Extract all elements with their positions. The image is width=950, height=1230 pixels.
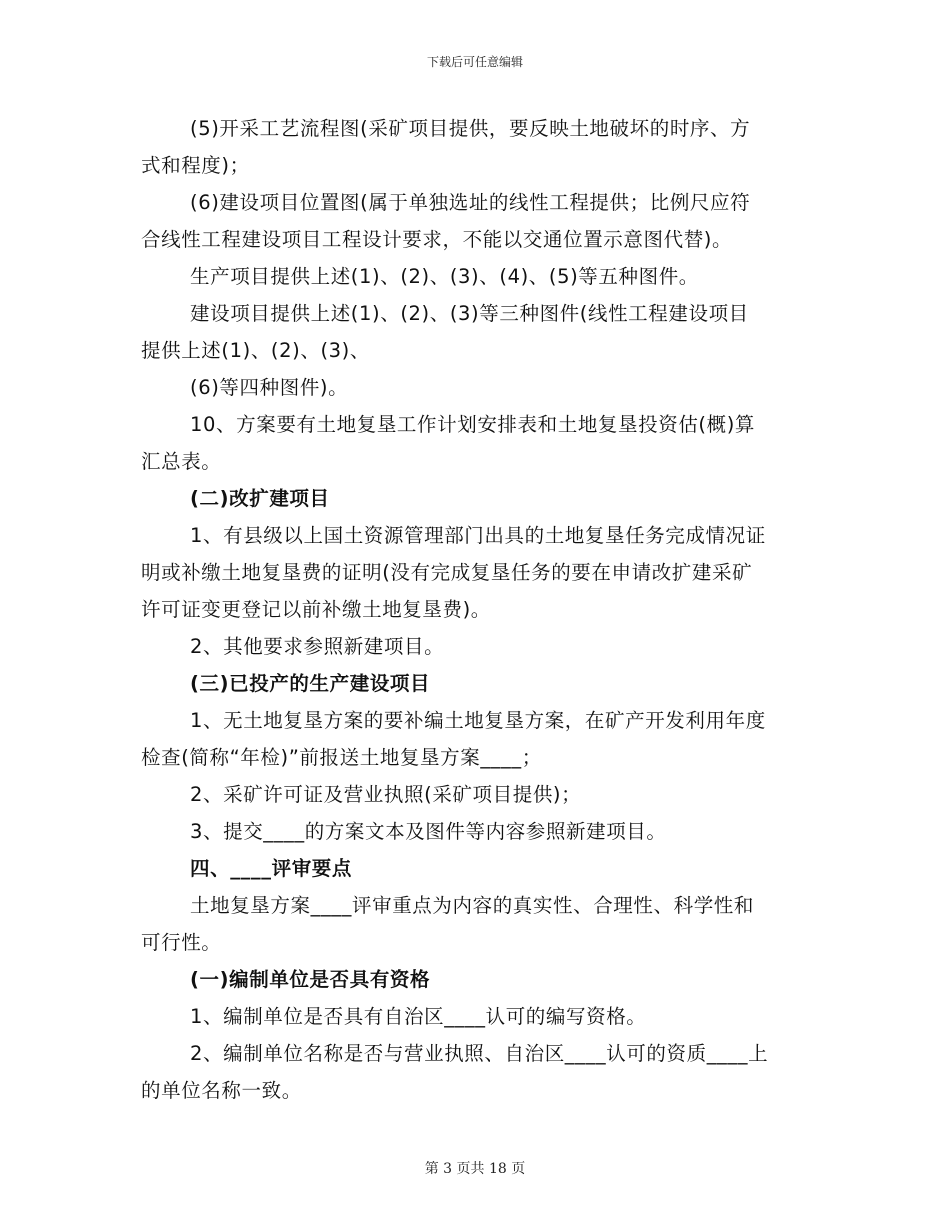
paragraph-line: 土地复垦方案____评审重点为内容的真实性、合理性、科学性和 [190,894,755,917]
section-heading: (二)改扩建项目 [190,487,330,510]
paragraph-line: 的单位名称一致。 [141,1079,302,1102]
section-heading: (一)编制单位是否具有资格 [190,968,431,991]
paragraph-line: 汇总表。 [141,450,222,473]
page-header: 下载后可任意编辑 [426,55,523,69]
paragraph-line: 检查(简称“年检)”前报送土地复垦方案____； [141,746,542,769]
paragraph-line: 10、方案要有土地复垦工作计划安排表和土地复垦投资估(概)算 [190,413,756,436]
paragraph-line: 许可证变更登记以前补缴土地复垦费)。 [141,598,491,621]
section-heading: 四、____评审要点 [190,857,352,880]
paragraph-line: 2、其他要求参照新建项目。 [190,635,445,658]
paragraph-line: (6)建设项目位置图(属于单独选址的线性工程提供；比例尺应符 [190,191,751,214]
paragraph-line: 建设项目提供上述(1)、(2)、(3)等三种图件(线性工程建设项目 [190,302,749,325]
paragraph-line: 可行性。 [141,931,222,954]
paragraph-line: 明或补缴土地复垦费的证明(没有完成复垦任务的要在申请改扩建采矿 [141,561,753,584]
page-footer: 第 3 页共 18 页 [424,1161,526,1177]
paragraph-line: 2、编制单位名称是否与营业执照、自治区____认可的资质____上 [190,1042,769,1065]
paragraph-line: 合线性工程建设项目工程设计要求，不能以交通位置示意图代替)。 [141,228,733,251]
paragraph-line: (6)等四种图件)。 [190,376,349,399]
paragraph-line: 3、提交____的方案文本及图件等内容参照新建项目。 [190,820,667,843]
paragraph-line: 提供上述(1)、(2)、(3)、 [141,339,370,362]
paragraph-line: (5)开采工艺流程图(采矿项目提供，要反映土地破坏的时序、方 [190,117,751,140]
paragraph-line: 生产项目提供上述(1)、(2)、(3)、(4)、(5)等五种图件。 [190,265,699,288]
paragraph-line: 2、采矿许可证及营业执照(采矿项目提供)； [190,783,582,806]
paragraph-line: 式和程度)； [141,154,250,177]
paragraph-line: 1、有县级以上国土资源管理部门出具的土地复垦任务完成情况证 [190,524,766,547]
paragraph-line: 1、编制单位是否具有自治区____认可的编写资格。 [190,1005,647,1028]
section-heading: (三)已投产的生产建设项目 [190,672,431,695]
paragraph-line: 1、无土地复垦方案的要补编土地复垦方案，在矿产开发利用年度 [190,709,766,732]
